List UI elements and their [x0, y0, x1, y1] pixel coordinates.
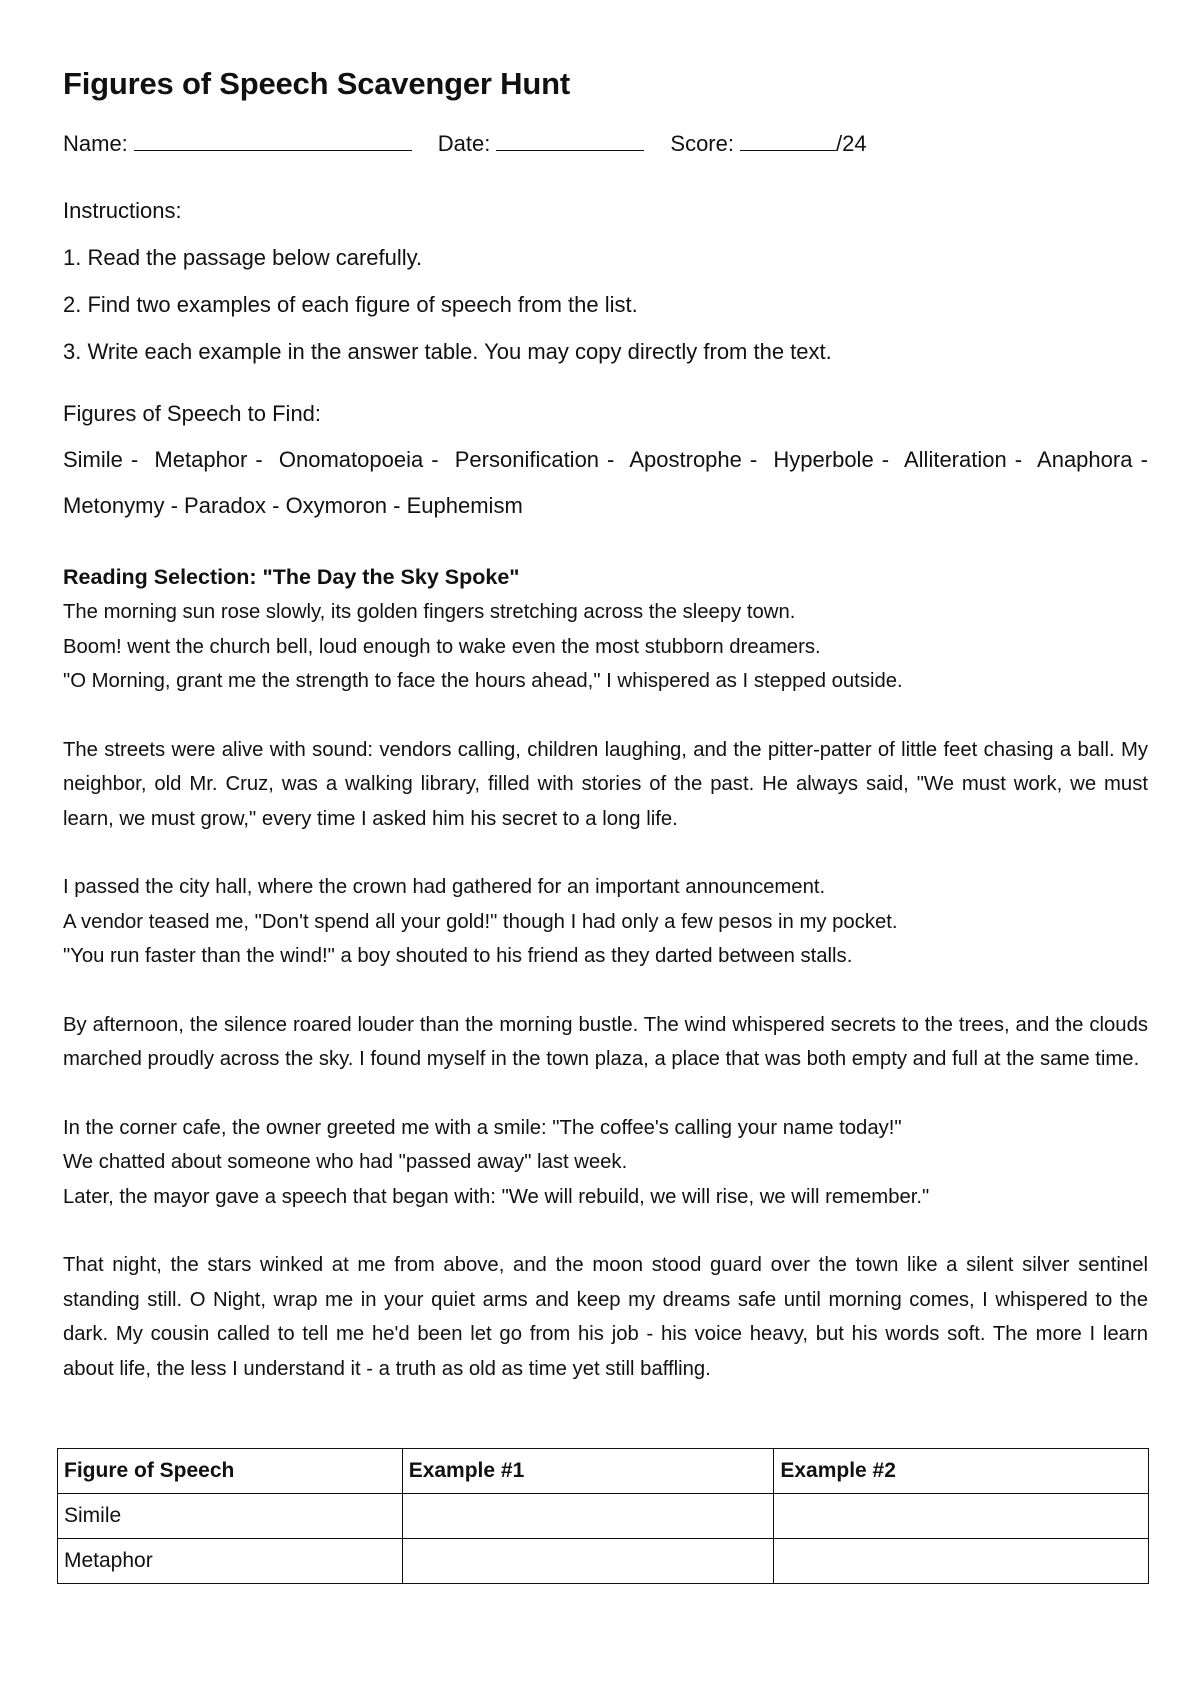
- reading-line: "O Morning, grant me the strength to face the hours ahead," I whispered as I stepped outside.: [63, 670, 903, 692]
- figure-item: Simile: [63, 447, 123, 472]
- date-blank[interactable]: [496, 128, 644, 151]
- figure-item: Hyperbole: [773, 447, 874, 472]
- reading-line: "You run faster than the wind!" a boy shouted to his friend as they darted between stalls.: [63, 945, 853, 967]
- student-info-line: [63, 128, 1148, 159]
- figure-item: Personification: [454, 447, 600, 472]
- name-label: Name:: [63, 131, 128, 156]
- figure-item: Metaphor: [154, 447, 248, 472]
- instruction-item: 3. Write each example in the answer table. You may copy directly from the text.: [63, 339, 832, 364]
- instruction-item: 1. Read the passage below carefully.: [63, 245, 423, 270]
- reading-line: A vendor teased me, "Don't spend all your gold!" though I had only a few pesos in my pocket.: [63, 910, 898, 933]
- reading-line: I passed the city hall, where the crown had gathered for an important announcement.: [63, 876, 826, 898]
- score-total: /24: [835, 131, 867, 156]
- figure-item: Paradox: [184, 493, 266, 518]
- reading-paragraph: [63, 733, 1148, 837]
- reading-paragraph: [63, 1248, 1148, 1386]
- example-1-cell[interactable]: [402, 1539, 774, 1584]
- reading-line: We chatted about someone who had "passed away" last week.: [63, 1151, 628, 1173]
- worksheet-title: Figures of Speech Scavenger Hunt: [63, 66, 570, 101]
- reading-line: Boom! went the church bell, loud enough to wake even the most stubborn dreamers.: [63, 635, 821, 658]
- reading-line: The morning sun rose slowly, its golden fingers stretching across the sleepy town.: [63, 601, 796, 623]
- figures-list: Simile - Metaphor - Onomatopoeia - Personification - Apostrophe - Hyperbole - Alliteration - Anaphora - Metonymy - Paradox - Oxymoron - Euphemism: [63, 447, 1148, 518]
- reading-line: In the corner cafe, the owner greeted me with a smile: "The coffee's calling your name today!": [63, 1116, 902, 1139]
- instruction-item: 2. Find two examples of each figure of speech from the list.: [63, 292, 638, 317]
- reading-paragraph: [63, 1111, 1148, 1215]
- reading-title: Reading Selection: "The Day the Sky Spoke": [63, 565, 520, 589]
- header-example-2: Example #2: [774, 1449, 1149, 1494]
- table-header-row: [58, 1449, 1149, 1494]
- header-figure-of-speech: Figure of Speech: [58, 1449, 403, 1494]
- figure-item: Metonymy: [63, 493, 165, 518]
- table-row: [58, 1539, 1149, 1584]
- worksheet-page: [63, 60, 1148, 1386]
- reading-text: By afternoon, the silence roared louder than the morning bustle. The wind whispered secrets to the trees, and the clouds marched proudly across the sky. I found myself in the town plaza, a place that was both empty and full at the same time.: [63, 1013, 1148, 1070]
- reading-paragraph: [63, 1008, 1148, 1077]
- reading-paragraph: [63, 870, 1148, 974]
- header-example-1: Example #1: [402, 1449, 774, 1494]
- example-2-cell[interactable]: [774, 1494, 1149, 1539]
- figure-item: Anaphora: [1037, 447, 1133, 472]
- score-label: Score:: [670, 131, 734, 156]
- figures-heading: Figures of Speech to Find:: [63, 401, 322, 426]
- figure-item: Apostrophe: [629, 447, 742, 472]
- figure-cell: Metaphor: [58, 1539, 403, 1584]
- score-blank[interactable]: [740, 128, 836, 151]
- reading-text: That night, the stars winked at me from above, and the moon stood guard over the town like a silent silver sentinel standing still. O Night, wrap me in your quiet arms and keep my dreams safe until morning comes, I whispered to the dark. My cousin called to tell me he'd been let go from his job - his voice heavy, but his words soft. The more I learn about life, the less I understand it - a truth as old as time yet still baffling.: [63, 1254, 1148, 1380]
- figure-item: Oxymoron: [285, 493, 388, 518]
- figure-item: Onomatopoeia: [278, 447, 424, 472]
- reading-paragraph: [63, 595, 1148, 699]
- name-blank[interactable]: [134, 128, 412, 151]
- reading-text: The streets were alive with sound: vendors calling, children laughing, and the pitter-patter of little feet chasing a ball. My neighbor, old Mr. Cruz, was a walking library, filled with stories of the past. He always said, "We must work, we must learn, we must grow," every time I asked him his secret to a long life.: [63, 738, 1148, 830]
- example-1-cell[interactable]: [402, 1494, 774, 1539]
- date-label: Date:: [437, 131, 491, 156]
- instructions-heading: Instructions:: [63, 198, 182, 223]
- figure-cell: Simile: [58, 1494, 403, 1539]
- figure-item: Alliteration: [904, 447, 1007, 472]
- figure-item: Euphemism: [406, 493, 523, 518]
- table-row: [58, 1494, 1149, 1539]
- reading-line: Later, the mayor gave a speech that began with: "We will rebuild, we will rise, we will remember.": [63, 1185, 930, 1208]
- answer-table: [57, 1448, 1149, 1584]
- example-2-cell[interactable]: [774, 1539, 1149, 1584]
